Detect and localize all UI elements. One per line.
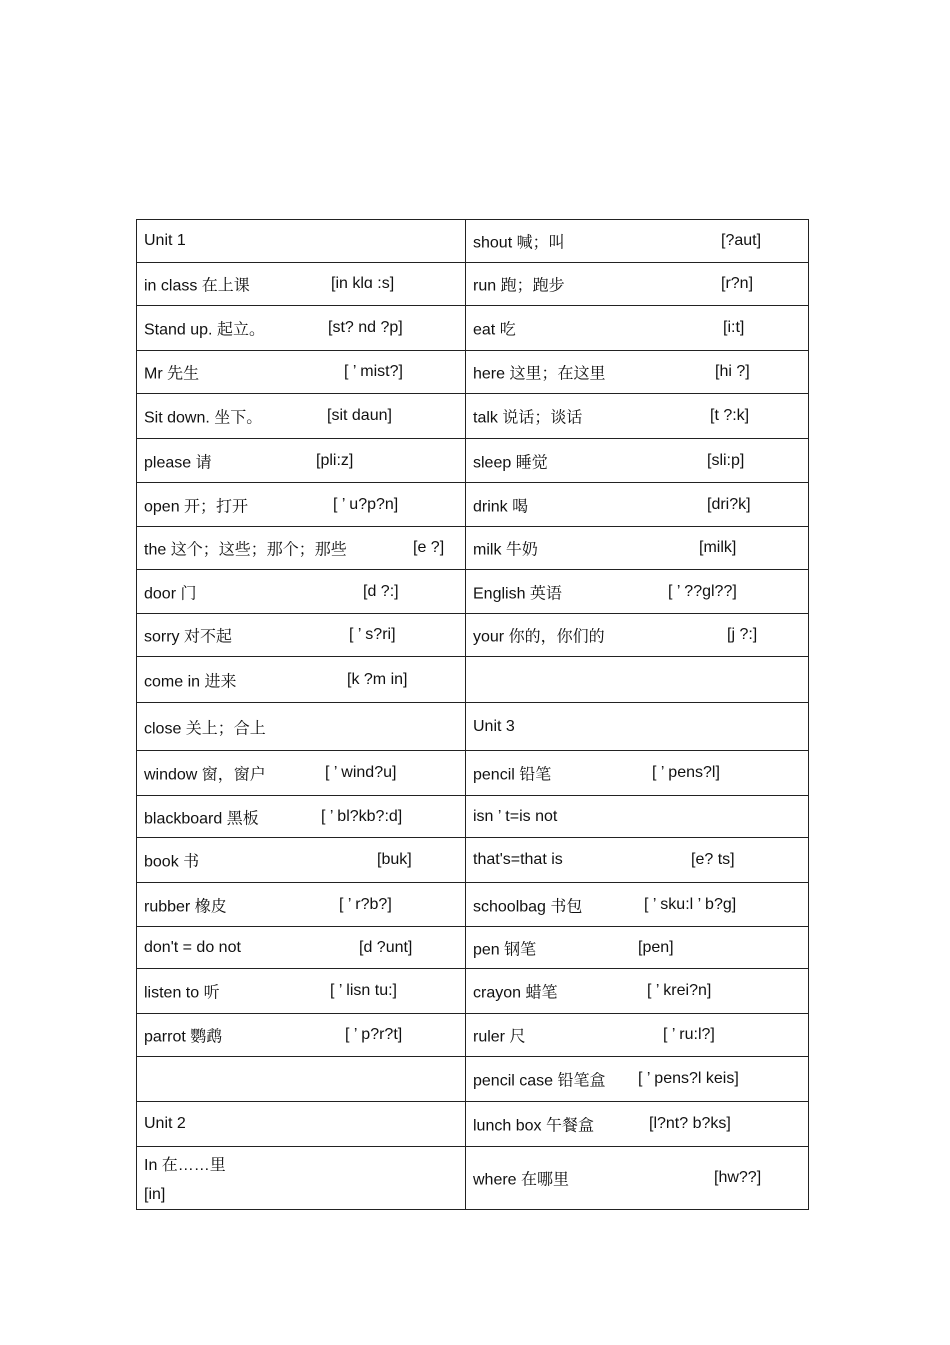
vocab-word: crayon 蜡笔 <box>473 984 558 1002</box>
vocab-word: pencil case 铅笔盒 <box>473 1072 606 1090</box>
table-cell <box>466 703 809 751</box>
vocab-word: book 书 <box>144 853 200 871</box>
table-row <box>137 394 809 439</box>
vocab-word: blackboard 黑板 <box>144 810 259 827</box>
table-row <box>137 703 809 751</box>
table-cell <box>466 394 809 439</box>
table-cell <box>466 570 809 614</box>
vocab-phonetic: [sit daun] <box>327 407 392 424</box>
table-cell <box>137 1014 466 1057</box>
vocab-word: where 在哪里 <box>473 1171 570 1189</box>
vocab-phonetic: [in] <box>144 1186 166 1203</box>
table-cell <box>466 1147 809 1210</box>
vocab-word: Sit down. 坐下。 <box>144 409 263 427</box>
table-cell <box>137 1102 466 1147</box>
vocab-word: window 窗，窗户 <box>144 766 266 784</box>
vocab-phonetic: [k ?m in] <box>347 670 408 688</box>
vocab-word: come in 进来 <box>144 673 237 690</box>
vocab-word: pencil 铅笔 <box>473 766 552 784</box>
vocab-word: Unit 3 <box>473 717 515 735</box>
table-cell <box>137 220 466 263</box>
table-row <box>137 927 809 969</box>
table-cell <box>466 796 809 838</box>
vocab-phonetic: [pen] <box>638 938 674 956</box>
table-row <box>137 527 809 570</box>
table-cell <box>137 351 466 394</box>
table-cell <box>137 838 466 883</box>
table-cell <box>466 927 809 969</box>
vocab-word: lunch box 午餐盒 <box>473 1117 594 1135</box>
vocab-phonetic: [ ’ ??gl??] <box>668 582 737 600</box>
vocab-word: sleep 睡觉 <box>473 454 548 471</box>
table-cell <box>466 614 809 657</box>
table-cell <box>466 1014 809 1057</box>
vocab-word: shout 喊；叫 <box>473 234 565 252</box>
table-cell <box>466 439 809 483</box>
vocab-phonetic: [ ’ ru:l?] <box>663 1026 715 1043</box>
vocab-word: In 在……里 <box>144 1157 226 1174</box>
vocab-phonetic: [buk] <box>377 851 412 868</box>
table-cell <box>137 439 466 483</box>
vocab-word: milk 牛奶 <box>473 541 538 559</box>
vocab-phonetic: [ ’ s?ri] <box>349 626 396 643</box>
vocab-phonetic: [ ’ wind?u] <box>325 764 397 781</box>
table-cell <box>466 838 809 883</box>
vocab-word: sorry 对不起 <box>144 628 233 646</box>
table-cell <box>137 969 466 1014</box>
table-row <box>137 351 809 394</box>
vocab-word: pen 钢笔 <box>473 941 537 958</box>
table-cell <box>466 220 809 263</box>
vocab-word: drink 喝 <box>473 498 529 515</box>
vocab-phonetic: [ ’ pens?l keis] <box>638 1070 739 1087</box>
vocab-phonetic: [i:t] <box>723 319 745 336</box>
vocab-word: Mr 先生 <box>144 365 200 383</box>
table-cell <box>466 263 809 306</box>
vocab-phonetic: [ ’ p?r?t] <box>345 1026 403 1043</box>
table-cell <box>466 1102 809 1147</box>
table-row <box>137 1057 809 1102</box>
table-row <box>137 796 809 838</box>
table-row <box>137 263 809 306</box>
vocab-word: door 门 <box>144 585 197 602</box>
table-row <box>137 1014 809 1057</box>
table-row <box>137 306 809 351</box>
vocab-word: close 关上；合上 <box>144 720 266 737</box>
vocab-word: Stand up. 起立。 <box>144 321 265 339</box>
table-cell <box>137 883 466 927</box>
table-row <box>137 614 809 657</box>
vocab-phonetic: [e ?] <box>413 539 445 556</box>
vocab-phonetic: [?aut] <box>721 232 762 249</box>
table-cell <box>137 263 466 306</box>
vocab-phonetic: [t ?:k] <box>710 407 750 424</box>
vocab-phonetic: [hw??] <box>714 1169 762 1186</box>
vocab-phonetic: [ ’ lisn tu:] <box>330 982 397 999</box>
table-cell <box>466 751 809 796</box>
table-cell <box>137 751 466 796</box>
vocab-phonetic: [r?n] <box>721 275 754 292</box>
vocab-word: your 你的，你们的 <box>473 628 605 646</box>
table-cell <box>466 883 809 927</box>
vocab-phonetic: [milk] <box>699 539 737 556</box>
vocab-word: Unit 2 <box>144 1115 186 1132</box>
vocab-phonetic: [ ’ mist?] <box>344 363 403 380</box>
table-cell <box>137 657 466 703</box>
vocab-phonetic: [ ’ u?p?n] <box>333 495 399 513</box>
table-cell <box>466 351 809 394</box>
vocab-word: the 这个；这些；那个；那些 <box>144 541 347 559</box>
vocab-word: in class 在上课 <box>144 277 250 295</box>
table-cell <box>137 927 466 969</box>
vocab-word: here 这里；在这里 <box>473 365 606 383</box>
vocab-word: eat 吃 <box>473 321 516 339</box>
table-cell <box>137 306 466 351</box>
vocab-phonetic: [e? ts] <box>691 851 735 868</box>
vocab-phonetic: [ ’ bl?kb?:d] <box>321 807 403 825</box>
table-cell <box>466 527 809 570</box>
table-row <box>137 570 809 614</box>
table-row <box>137 1147 809 1210</box>
vocab-word: schoolbag 书包 <box>473 898 583 915</box>
table-cell <box>137 1147 466 1210</box>
vocab-word: isn ’ t=is not <box>473 807 558 825</box>
vocab-phonetic: [d ?unt] <box>359 938 413 956</box>
table-row <box>137 483 809 527</box>
vocab-phonetic: [st? nd ?p] <box>328 319 403 336</box>
table-cell <box>137 570 466 614</box>
table-cell <box>466 657 809 703</box>
vocab-word: rubber 橡皮 <box>144 898 227 915</box>
table-cell <box>137 527 466 570</box>
vocab-phonetic: [d ?:] <box>363 582 399 600</box>
vocab-word: Unit 1 <box>144 232 186 249</box>
vocab-word: ruler 尺 <box>473 1028 526 1046</box>
table-cell <box>137 394 466 439</box>
table-row <box>137 220 809 263</box>
table-row <box>137 439 809 483</box>
table-cell <box>466 306 809 351</box>
vocab-word: English 英语 <box>473 585 562 602</box>
vocab-word: that's=that is <box>473 851 563 868</box>
vocab-word: listen to 听 <box>144 984 220 1002</box>
table-row <box>137 751 809 796</box>
vocab-phonetic: [pli:z] <box>316 451 354 469</box>
vocab-phonetic: [hi ?] <box>715 363 750 380</box>
table-cell <box>137 1057 466 1102</box>
vocab-word: run 跑；跑步 <box>473 277 565 295</box>
table-row <box>137 969 809 1014</box>
vocab-phonetic: [ ’ pens?l] <box>652 764 720 781</box>
vocab-word: open 开；打开 <box>144 498 249 515</box>
vocab-phonetic: [in klɑ :s] <box>331 275 395 292</box>
vocab-word: talk 说话；谈话 <box>473 409 583 427</box>
table-row <box>137 883 809 927</box>
table-row <box>137 838 809 883</box>
vocab-phonetic: [ ’ sku:l ’ b?g] <box>644 895 737 913</box>
vocab-phonetic: [dri?k] <box>707 495 751 513</box>
table-row <box>137 657 809 703</box>
table-cell <box>137 614 466 657</box>
vocab-phonetic: [ ’ krei?n] <box>647 982 712 999</box>
vocabulary-table <box>136 219 809 1210</box>
table-cell <box>466 1057 809 1102</box>
vocab-phonetic: [ ’ r?b?] <box>339 895 392 913</box>
table-cell <box>466 483 809 527</box>
vocab-phonetic: [l?nt? b?ks] <box>649 1115 731 1132</box>
table-cell <box>137 796 466 838</box>
vocab-phonetic: [sli:p] <box>707 451 745 469</box>
table-row <box>137 1102 809 1147</box>
table-cell <box>137 483 466 527</box>
vocab-phonetic: [j ?:] <box>727 626 758 643</box>
vocab-word: parrot 鹦鹉 <box>144 1028 223 1046</box>
table-cell <box>137 703 466 751</box>
vocab-word: please 请 <box>144 454 212 471</box>
vocab-word: don't = do not <box>144 938 241 956</box>
table-cell <box>466 969 809 1014</box>
